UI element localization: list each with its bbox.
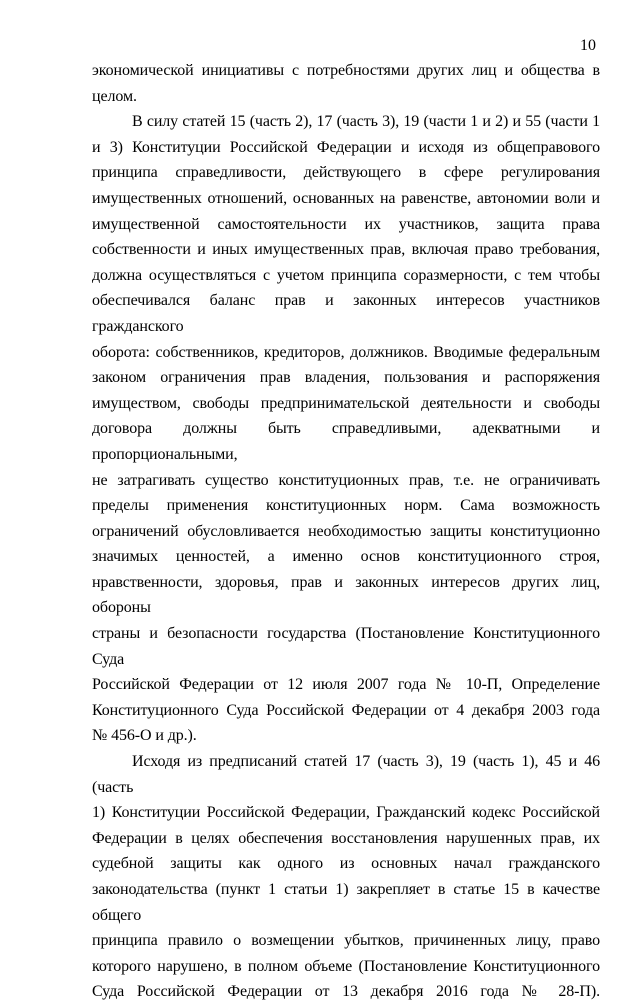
text-line: договора должны быть справедливыми, адекватными и пропорциональными,	[92, 420, 600, 463]
text-line: принципа правило о возмещении убытков, причиненных лицу, право	[92, 932, 600, 950]
text-line: пределы применения конституционных норм. Сама возможность	[92, 497, 600, 515]
text-line: В силу статей 15 (часть 2), 17 (часть 3), 19 (части 1 и 2) и 55 (части 1	[132, 113, 600, 131]
document-body	[92, 58, 600, 1005]
text-line: Конституционного Суда Российской Федерации от 4 декабря 2003 года	[92, 701, 600, 719]
text-line: целом.	[92, 87, 137, 105]
text-line: значимых ценностей, а именно основ конституционного строя,	[92, 548, 600, 566]
text-line: Российской Федерации от 12 июля 2007 года № 10-П, Определение	[92, 676, 600, 694]
text-line: законом ограничения прав владения, пользования и распоряжения	[92, 369, 600, 387]
text-line: нравственности, здоровья, прав и законных интересов других лиц, обороны	[92, 573, 600, 617]
text-line: ограничений обусловливается необходимостью защиты конституционно	[92, 522, 600, 540]
paragraph-continuation	[92, 58, 600, 109]
text-line: судебной защиты как одного из основных начал гражданского	[92, 855, 600, 873]
text-line: Исходя из предписаний статей 17 (часть 3), 19 (часть 1), 45 и 46 (часть	[92, 753, 600, 796]
text-line: № 456-О и др.).	[92, 727, 197, 745]
text-line: принципа справедливости, действующего в сфере регулирования	[92, 164, 600, 182]
text-line: оборота: собственников, кредиторов, должников. Вводимые федеральным	[92, 343, 600, 361]
text-line: 1) Конституции Российской Федерации, Гражданский кодекс Российской	[92, 804, 600, 822]
text-line: имущественных отношений, основанных на равенстве, автономии воли и	[92, 189, 600, 207]
text-line: законодательства (пункт 1 статьи 1) закрепляет в статье 15 в качестве общего	[92, 881, 600, 924]
text-line: должна осуществляться с учетом принципа соразмерности, с тем чтобы	[92, 266, 600, 284]
text-line: не затрагивать существо конституционных прав, т.е. не ограничивать	[92, 471, 600, 489]
text-line: собственности и иных имущественных прав, включая право требования,	[92, 241, 600, 259]
text-line: которого нарушено, в полном объеме (Постановление Конституционного	[92, 957, 600, 975]
page-number: 10	[580, 37, 596, 54]
text-line: имущественной самостоятельности их участников, защита права	[92, 215, 600, 233]
text-line: страны и безопасности государства (Постановление Конституционного Суда	[92, 625, 600, 668]
text-line: и 3) Конституции Российской Федерации и исходя из общеправового	[92, 138, 600, 156]
text-line: обеспечивался баланс прав и законных интересов участников гражданского	[92, 292, 600, 335]
text-line: имуществом, свободы предпринимательской деятельности и свободы	[92, 394, 600, 412]
text-line: Суда Российской Федерации от 13 декабря 2016 года № 28-П).	[92, 983, 600, 1001]
text-line: Федерации в целях обеспечения восстановления нарушенных прав, их	[92, 829, 600, 847]
text-line: экономической инициативы с потребностями других лиц и общества в	[92, 62, 600, 79]
paragraph-civil-code	[92, 749, 600, 1005]
paragraph-constitution-articles	[92, 109, 600, 749]
